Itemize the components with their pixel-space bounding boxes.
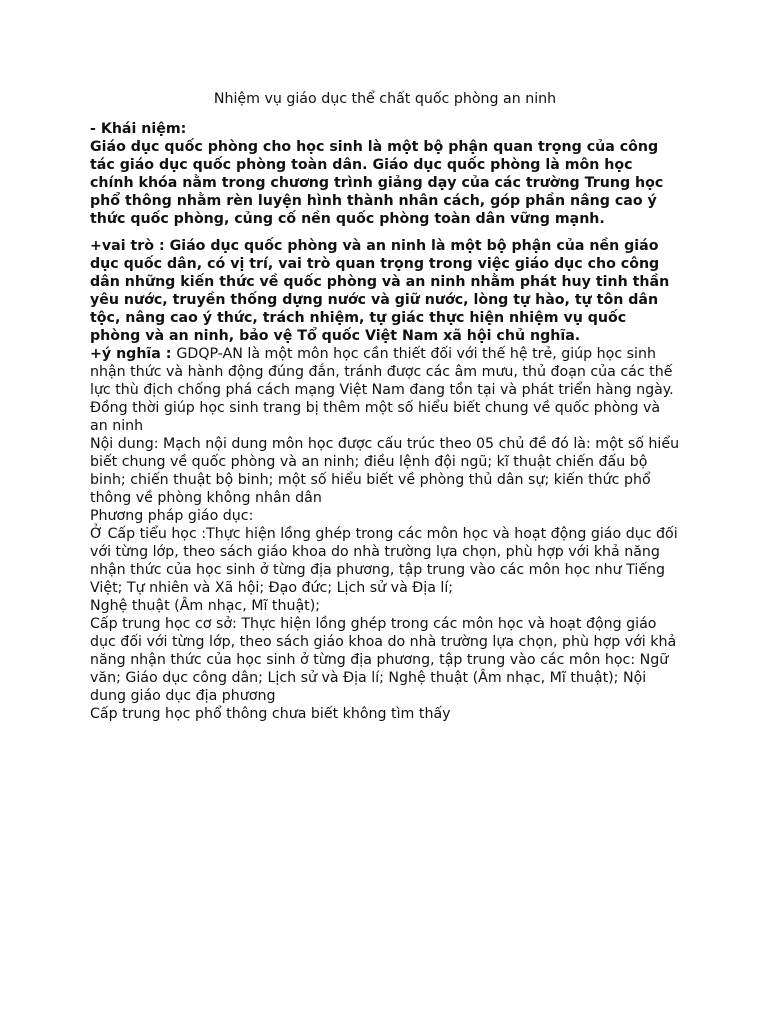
y-nghia-label: +ý nghĩa : [90,346,177,362]
khai-niem-heading: - Khái niệm: [90,121,187,137]
y-nghia-paragraph [90,345,680,435]
y-nghia-body: GDQP-AN là một môn học cần thiết đối với thế hệ trẻ, giúp học sinh nhận thức và hành động đúng đắn, tránh được các âm mưu, thủ đoạn của các thế lực thù địch chống phá cách mạng Việt Nam đang tồn tại và phát triển hàng ngày. Đồng thời giúp học sinh trang bị thêm một số hiểu biết chung về quốc phòng và an ninh [90,346,674,434]
thpt-line: Cấp trung học phổ thông chưa biết không tìm thấy [90,706,451,722]
nghe-thuat-line: Nghệ thuật (Âm nhạc, Mĩ thuật); [90,598,321,614]
document-title: Nhiệm vụ giáo dục thể chất quốc phòng an ninh [213,91,557,107]
tieu-hoc-paragraph: Ở Cấp tiểu học :Thực hiện lồng ghép trong các môn học và hoạt động giáo dục đối với từng lớp, theo sách giáo khoa do nhà trường lựa chọn, phù hợp với khả năng nhận thức của học sinh ở từng địa phương, tập trung vào các môn học như Tiếng Việt; Tự nhiên và Xã hội; Đạo đức; Lịch sử và Địa lí; [90,526,678,596]
document-page [90,90,680,723]
phuong-phap-heading: Phương pháp giáo dục: [90,508,254,524]
thcs-paragraph: Cấp trung học cơ sở: Thực hiện lồng ghép trong các môn học và hoạt động giáo dục đối với từng lớp, theo sách giáo khoa do nhà trường lựa chọn, phù hợp với khả năng nhận thức của học sinh ở từng địa phương, tập trung vào các môn học: Ngữ văn; Giáo dục công dân; Lịch sử và Địa lí; Nghệ thuật (Âm nhạc, Mĩ thuật); Nội dung giáo dục địa phương [90,616,677,704]
khai-niem-body: Giáo dục quốc phòng cho học sinh là một bộ phận quan trọng của công tác giáo dục quốc phòng toàn dân. Giáo dục quốc phòng là môn học chính khóa nằm trong chương trình giảng dạy của các trường Trung học phổ thông nhằm rèn luyện hình thành nhân cách, góp phần nâng cao ý thức quốc phòng, củng cố nền quốc phòng toàn dân vững mạnh. [90,139,664,227]
vai-tro-paragraph: +vai trò : Giáo dục quốc phòng và an ninh là một bộ phận của nền giáo dục quốc dân, có vị trí, vai trò quan trọng trong việc giáo dục cho công dân những kiến thức về quốc phòng và an ninh nhằm phát huy tinh thần yêu nước, truyền thống dựng nước và giữ nước, lòng tự hào, tự tôn dân tộc, nâng cao ý thức, trách nhiệm, tự giác thực hiện nhiệm vụ quốc phòng và an ninh, bảo vệ Tổ quốc Việt Nam xã hội chủ nghĩa. [90,238,670,344]
noi-dung-paragraph: Nội dung: Mạch nội dung môn học được cấu trúc theo 05 chủ đề đó là: một số hiểu biết chung về quốc phòng và an ninh; điều lệnh đội ngũ; kĩ thuật chiến đấu bộ binh; chiến thuật bộ binh; một số hiểu biết về phòng thủ dân sự; kiến thức phổ thông về phòng không nhân dân [90,436,680,506]
